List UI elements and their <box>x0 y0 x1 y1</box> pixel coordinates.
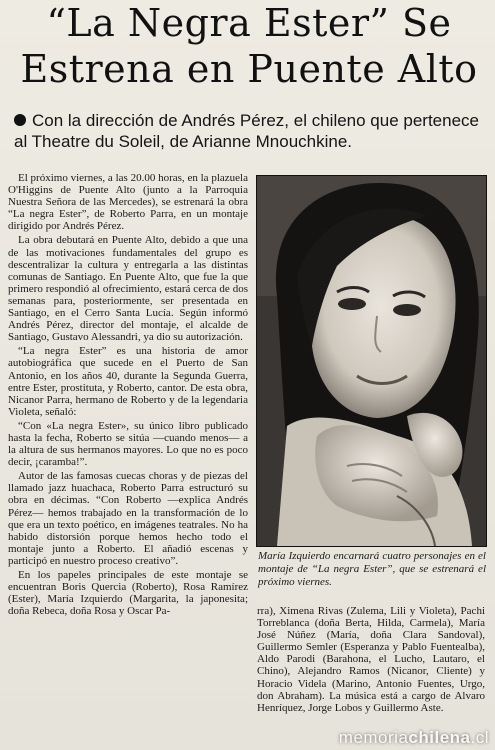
article-paragraph: “Con «La negra Ester», su único libro publicado hasta la fecha, Roberto se sitúa —cuando menos— a la altura de sus hermanos mayores. Lo que no es poco decir, ¡caramba!”. <box>8 419 248 469</box>
deck-text: Con la dirección de Andrés Pérez, el chileno que pertenece al Theatre du Soleil, de Arianne Mnouchkine. <box>14 111 480 151</box>
portrait-photo <box>256 175 487 547</box>
watermark-part: .cl <box>470 728 489 747</box>
bullet-icon <box>14 114 26 126</box>
watermark-logo <box>339 728 489 748</box>
watermark-part: chilena <box>408 728 471 747</box>
article-paragraph: Autor de las famosas cuecas choras y de piezas del llamado jazz huachaca, Roberto Parra estructuró su obra en décimas. “Con Roberto —explica Andrés Pérez— hemos trabajado en la transformación de lo que era un texto poético, en imágenes teatrales. No ha habido distorsión porque hemos hecho todo el montaje junto a Roberto. El añadió escenas y participó en nuestro proceso creativo”. <box>8 470 248 567</box>
article-column-left <box>8 172 248 750</box>
article-paragraph: “La negra Ester” es una historia de amor autobiográfica que sucede en el Puerto de San Antonio, en los años 40, durante la Segunda Guerra, entre Ester, prostituta, y Roberto, cantor. De esta obra, Nicanor Parra, hermano de Roberto y de la legendaria Violeta, señaló: <box>8 345 248 418</box>
watermark-part: memoria <box>338 728 409 747</box>
article-paragraph: La obra debutará en Puente Alto, debido a que una de las motivaciones fundamentales del grupo es descentralizar la cultura y entregarla a las distintas comunas de Santiago. En Puente Alto, que fue la que primero respondió al ofrecimiento, estará cerca de dos semanas para, posteriormente, ser presentada en Santiago, en el Cerro Santa Lucía. Según informó Andrés Pérez, director del montaje, el alcalde de Santiago, Gustavo Alessandri, ya dio su autorización. <box>8 234 248 344</box>
article-paragraph: En los papeles principales de este montaje se encuentran Boris Quercia (Roberto), Rosa Ramírez (Ester), María Izquierdo (Margarita, la japonesita; doña Rebeca, doña Rosa y Oscar Pa- <box>8 569 248 618</box>
headline-line-1: “La Negra Ester” Se <box>46 1 452 45</box>
photo-caption: María Izquierdo encarnará cuatro personajes en el montaje de “La negra Ester”, que se estrenará el próximo viernes. <box>258 550 486 588</box>
deck-subheadline <box>14 110 484 152</box>
article-paragraph: rra), Ximena Rivas (Zulema, Lili y Violeta), Pachi Torreblanca (doña Berta, Hilda, Carmela), María José Núñez (María, doña Clara Sandoval), Guillermo Semler (Esperanza y Pablo Fuentealba), Aldo Parodi (Barahona, el Lucho, Lautaro, el Chino), Alejandro Ramos (Nicanor, Cliente) y Horacio Videla (Marino, Antonio Fuentes, Urgo, don Abraham). La música está a cargo de Alvaro Henríquez, Jorge Lobos y Guillermo Aste. <box>257 605 485 714</box>
headline <box>10 0 488 92</box>
headline-line-2: Estrena en Puente Alto <box>20 47 478 91</box>
article-paragraph: El próximo viernes, a las 20.00 horas, en la plazuela O'Higgins de Puente Alto (junto a la Parroquia Nuestra Señora de las Mercedes), se estrenará la obra “La negra Ester”, de Roberto Parra, en un montaje dirigido por Andrés Pérez. <box>8 172 248 233</box>
